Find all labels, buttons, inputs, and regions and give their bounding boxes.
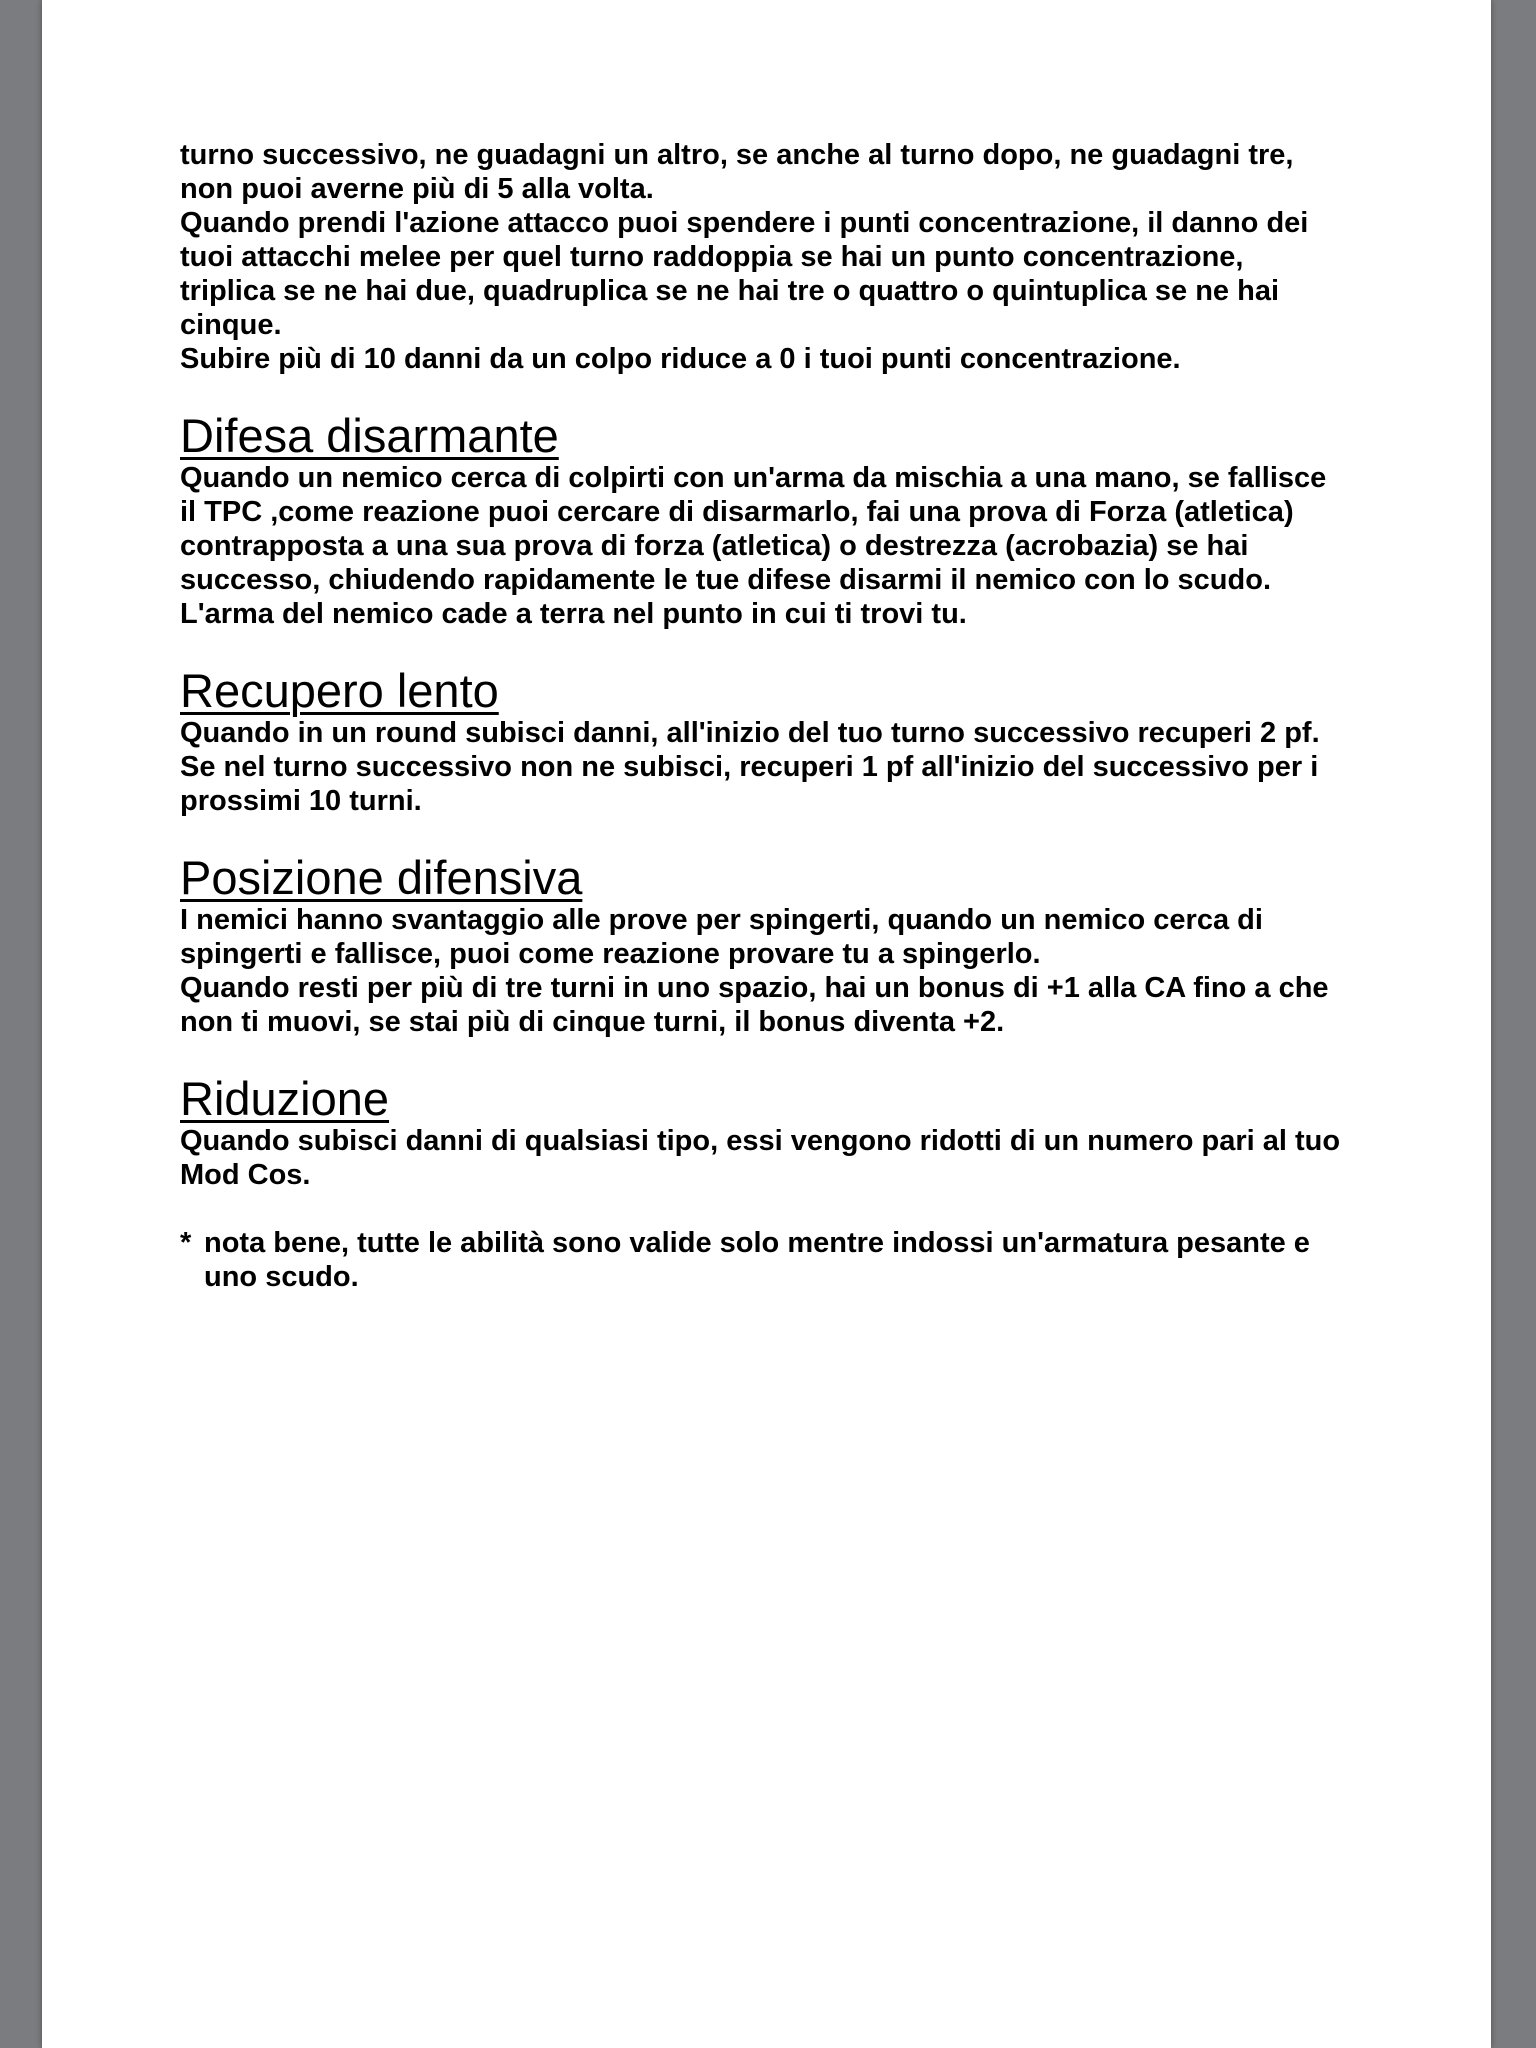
section-heading	[180, 853, 1340, 903]
section-difesa-disarmante	[180, 411, 1340, 631]
section-posizione-difensiva	[180, 853, 1340, 1039]
document-page	[42, 0, 1491, 2048]
body-line: Subire più di 10 danni da un colpo riduce a 0 i tuoi punti concentrazione.	[180, 343, 1181, 375]
body-line: tuoi attacchi melee per quel turno raddoppia se hai un punto concentrazione,	[180, 241, 1244, 273]
document-content	[180, 138, 1340, 1294]
body-line: non ti muovi, se stai più di cinque turni, il bonus diventa +2.	[180, 1006, 1005, 1038]
body-line: non puoi averne più di 5 alla volta.	[180, 173, 654, 205]
footnote	[180, 1226, 1340, 1294]
body-line: contrapposta a una sua prova di forza (atletica) o destrezza (acrobazia) se hai	[180, 530, 1249, 562]
body-line: I nemici hanno svantaggio alle prove per spingerti, quando un nemico cerca di	[180, 904, 1263, 936]
body-line: Mod Cos.	[180, 1159, 311, 1191]
section-heading-text: Posizione difensiva	[180, 851, 583, 904]
section-heading-text: Riduzione	[180, 1072, 390, 1125]
body-line: Quando resti per più di tre turni in uno spazio, hai un bonus di +1 alla CA fino a che	[180, 972, 1329, 1004]
section-heading-text: Difesa disarmante	[180, 409, 559, 462]
body-line: Quando un nemico cerca di colpirti con un'arma da mischia a una mano, se fallisce	[180, 462, 1327, 494]
body-line: prossimi 10 turni.	[180, 785, 422, 817]
body-line: turno successivo, ne guadagni un altro, se anche al turno dopo, ne guadagni tre,	[180, 139, 1294, 171]
section-riduzione	[180, 1074, 1340, 1192]
section-heading	[180, 666, 1340, 716]
section-heading	[180, 1074, 1340, 1124]
body-line: il TPC ,come reazione puoi cercare di disarmarlo, fai una prova di Forza (atletica)	[180, 496, 1294, 528]
body-line: Quando prendi l'azione attacco puoi spendere i punti concentrazione, il danno dei	[180, 207, 1309, 239]
body-line: cinque.	[180, 309, 282, 341]
footnote-line: nota bene, tutte le abilità sono valide solo mentre indossi un'armatura pesante e	[204, 1227, 1310, 1259]
footnote-text	[204, 1226, 1340, 1294]
body-line: Quando in un round subisci danni, all'inizio del tuo turno successivo recuperi 2 pf.	[180, 717, 1320, 749]
body-line: successo, chiudendo rapidamente le tue difese disarmi il nemico con lo scudo.	[180, 564, 1272, 596]
footnote-asterisk: *	[180, 1227, 192, 1259]
intro-paragraph	[180, 138, 1340, 376]
body-line: L'arma del nemico cade a terra nel punto in cui ti trovi tu.	[180, 598, 967, 630]
section-heading	[180, 411, 1340, 461]
footnote-line: uno scudo.	[204, 1261, 359, 1293]
body-line: triplica se ne hai due, quadruplica se ne hai tre o quattro o quintuplica se ne hai	[180, 275, 1279, 307]
section-heading-text: Recupero lento	[180, 664, 499, 717]
body-line: Quando subisci danni di qualsiasi tipo, essi vengono ridotti di un numero pari al tuo	[180, 1125, 1341, 1157]
section-recupero-lento	[180, 666, 1340, 818]
body-line: Se nel turno successivo non ne subisci, recuperi 1 pf all'inizio del successivo per i	[180, 751, 1319, 783]
body-line: spingerti e fallisce, puoi come reazione provare tu a spingerlo.	[180, 938, 1041, 970]
